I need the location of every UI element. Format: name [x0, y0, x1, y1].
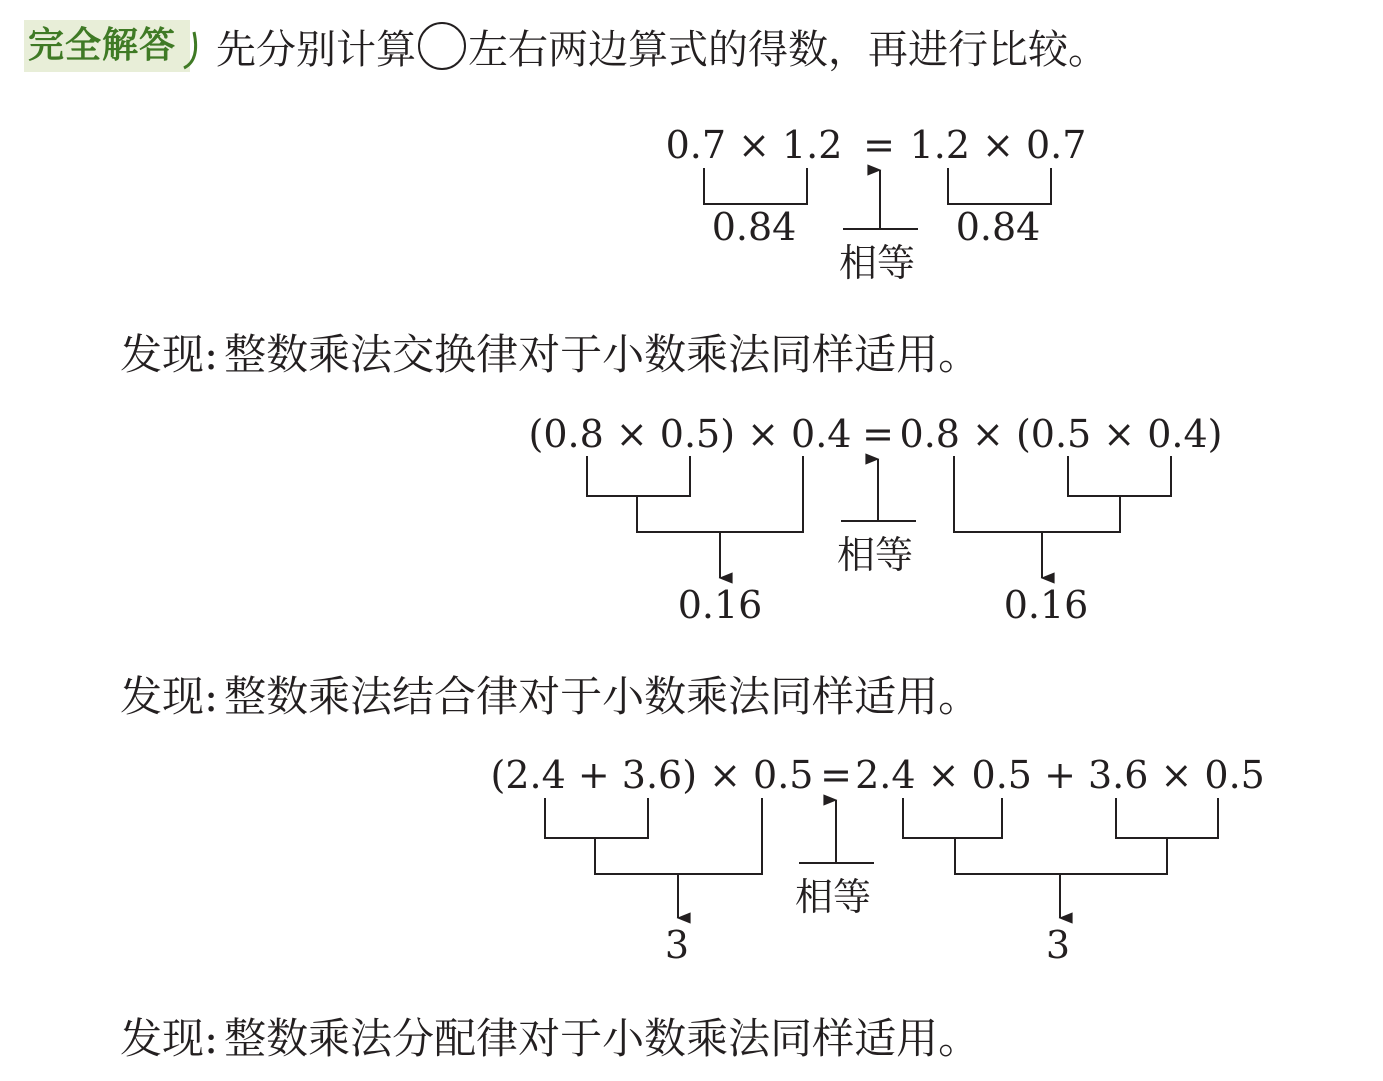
- right-bracket: [948, 168, 1051, 204]
- left-expression: (2.4 + 3.6) × 0.5: [490, 753, 814, 797]
- finding-label: 发现:: [120, 330, 219, 379]
- left-expression: 0.7 × 1.2: [665, 123, 843, 167]
- left-result: 0.84: [711, 205, 797, 249]
- left-expression: (0.8 × 0.5) × 0.4: [528, 412, 852, 456]
- right-expression: 1.2 × 0.7: [909, 123, 1087, 167]
- left-inner-bracket: [545, 798, 648, 838]
- equals-sign: =: [862, 412, 894, 456]
- left-outer-bracket: [595, 798, 762, 874]
- finding-text: 整数乘法分配律对于小数乘法同样适用。: [224, 1014, 981, 1063]
- distributive-diagram: [491, 753, 1265, 967]
- finding-text: 整数乘法结合律对于小数乘法同样适用。: [224, 672, 981, 721]
- finding-text: 整数乘法交换律对于小数乘法同样适用。: [224, 330, 981, 379]
- right-result: 0.84: [955, 205, 1041, 249]
- equal-label: 相等: [836, 533, 914, 577]
- right-inner-bracket: [1068, 456, 1171, 496]
- left-outer-bracket: [637, 456, 803, 532]
- finding-distributive: [120, 1006, 980, 1066]
- finding-label: 发现:: [120, 672, 219, 721]
- finding-label: 发现:: [120, 1014, 219, 1063]
- right-expression: 0.8 × (0.5 × 0.4): [899, 412, 1223, 456]
- finding-associative: [120, 664, 980, 724]
- left-bracket: [704, 168, 807, 204]
- left-result: 3: [664, 923, 690, 967]
- associative-diagram: [529, 412, 1223, 627]
- left-inner-bracket: [587, 456, 690, 496]
- right-sum-bracket: [955, 838, 1167, 874]
- commutative-diagram: [666, 123, 1087, 285]
- right-first-bracket: [903, 798, 1002, 838]
- equal-label: 相等: [838, 241, 916, 285]
- right-result: 0.16: [1003, 583, 1089, 627]
- right-outer-bracket: [954, 456, 1120, 532]
- solution-tag-label: 完全解答: [28, 25, 177, 66]
- right-result: 3: [1045, 923, 1071, 967]
- right-expression: 2.4 × 0.5 + 3.6 × 0.5: [855, 753, 1265, 797]
- equals-sign: =: [820, 753, 852, 797]
- intro-text-before: 先分别计算: [216, 26, 417, 73]
- equal-label: 相等: [794, 875, 872, 919]
- right-second-bracket: [1116, 798, 1218, 838]
- intro-text-after: 左右两边算式的得数，再进行比较。: [468, 26, 1109, 73]
- left-result: 0.16: [677, 583, 763, 627]
- finding-commutative: [120, 322, 980, 382]
- equals-sign: =: [863, 123, 895, 167]
